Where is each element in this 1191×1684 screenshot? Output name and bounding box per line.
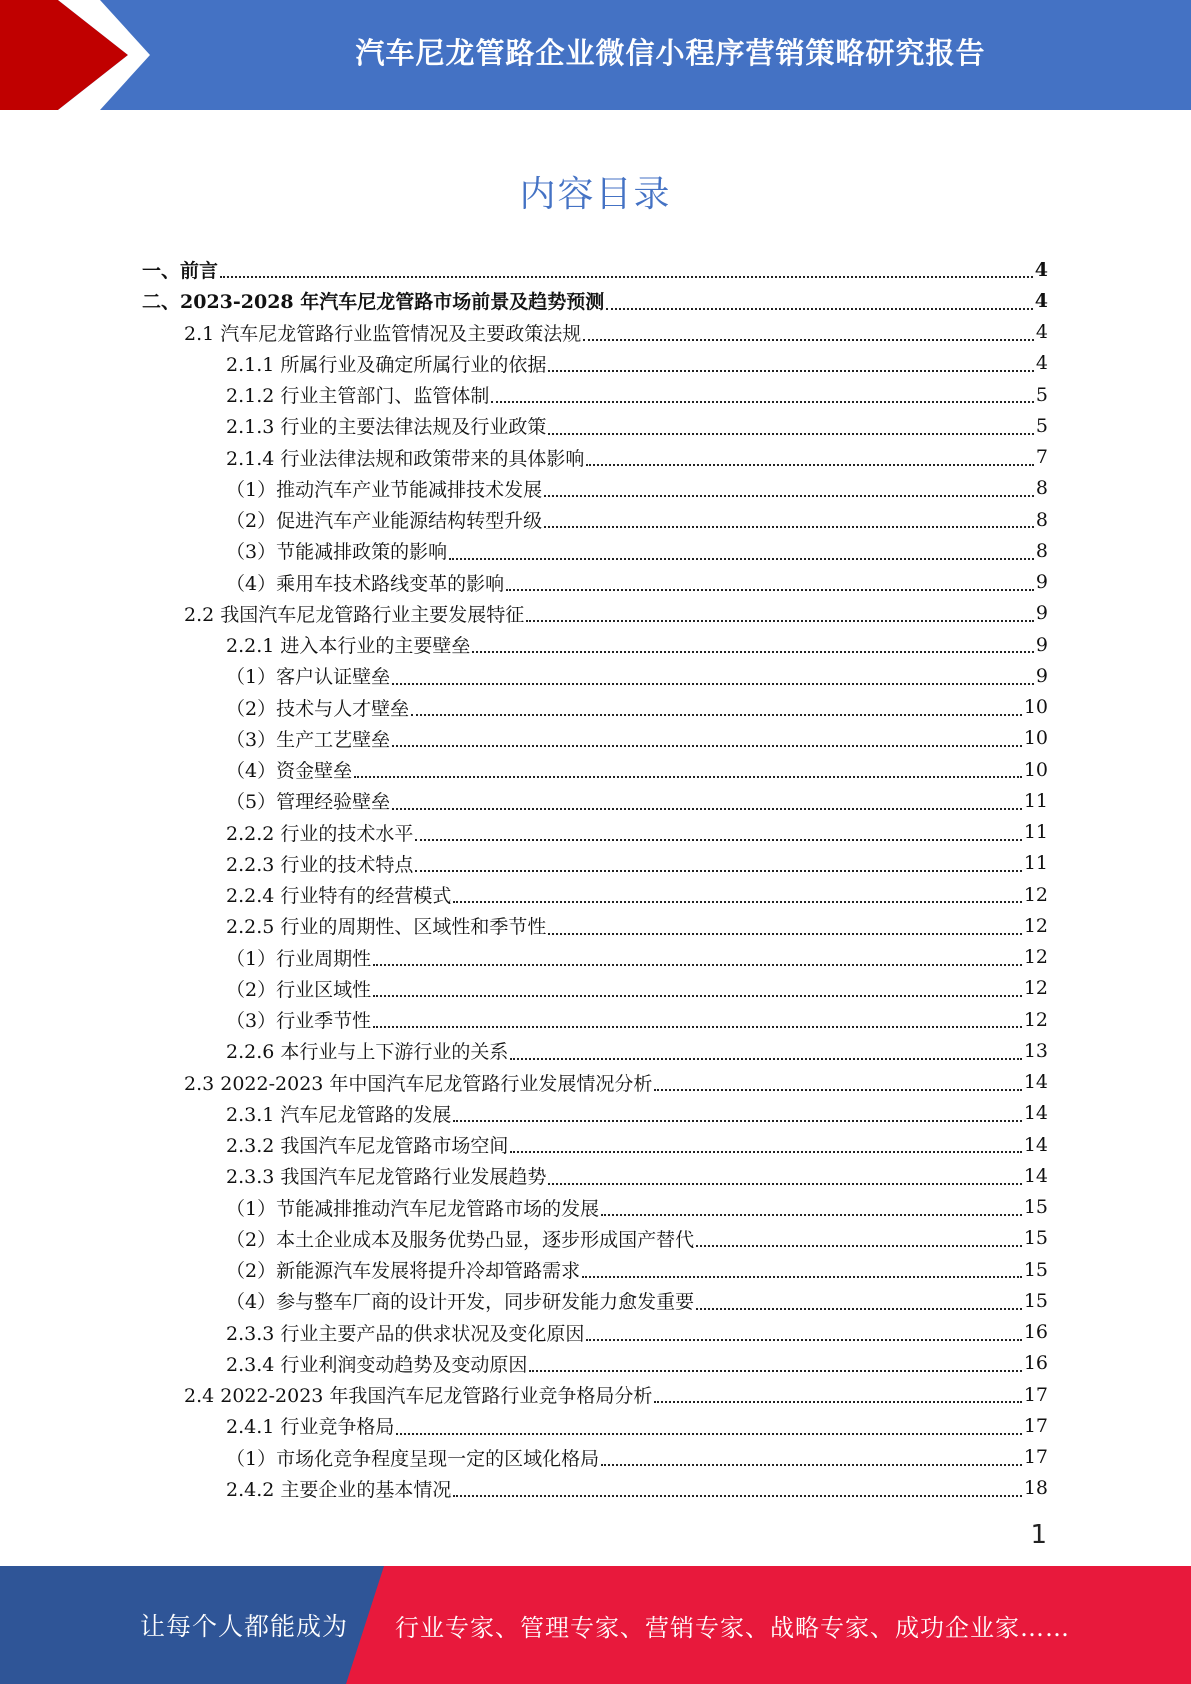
toc-entry[interactable]	[142, 1285, 1048, 1316]
toc-entry[interactable]	[142, 567, 1048, 598]
toc-entry-title: 2.3.3 行业主要产品的供求状况及变化原因	[226, 1322, 585, 1345]
toc-entry[interactable]	[142, 1098, 1048, 1129]
toc-entry-title: （3）生产工艺壁垒	[226, 728, 391, 751]
toc-entry-title: 2.4.2 主要企业的基本情况	[226, 1478, 452, 1501]
toc-dot-leader	[491, 400, 1034, 403]
toc-entry-page: 8	[1035, 508, 1048, 531]
toc-dot-leader	[586, 463, 1034, 466]
toc-entry[interactable]	[142, 1035, 1048, 1066]
footer-slogan-right: 行业专家、管理专家、营销专家、战略专家、成功企业家……	[395, 1613, 1070, 1642]
toc-dot-leader	[601, 1463, 1022, 1466]
toc-dot-leader	[654, 1088, 1021, 1091]
toc-entry[interactable]	[142, 660, 1048, 691]
toc-dot-leader	[373, 963, 1022, 966]
toc-entry-page: 18	[1023, 1477, 1048, 1500]
toc-dot-leader	[411, 713, 1022, 716]
toc-entry-page: 9	[1035, 664, 1048, 687]
toc-entry-title: 2.3.1 汽车尼龙管路的发展	[226, 1103, 452, 1126]
toc-entry-page: 8	[1035, 539, 1048, 562]
toc-entry-title: （5）管理经验壁垒	[226, 791, 391, 814]
toc-entry[interactable]	[142, 692, 1048, 723]
toc-entry-title: 2.2 我国汽车尼龙管路行业主要发展特征	[184, 603, 525, 626]
table-of-contents	[142, 254, 1048, 1504]
toc-entry-page: 17	[1023, 1383, 1048, 1406]
toc-entry-page: 10	[1023, 758, 1048, 781]
toc-entry-title: （2）本土企业成本及服务优势凸显，逐步形成国产替代	[226, 1228, 695, 1251]
toc-entry-title: （1）市场化竞争程度呈现一定的区域化格局	[226, 1447, 600, 1470]
toc-entry-page: 15	[1023, 1258, 1048, 1281]
toc-dot-leader	[415, 869, 1021, 872]
toc-dot-leader	[582, 1275, 1022, 1278]
toc-entry-title: 2.4.1 行业竞争格局	[226, 1416, 395, 1439]
toc-entry-title: 2.3.3 我国汽车尼龙管路行业发展趋势	[226, 1166, 547, 1189]
footer-slogan-left: 让每个人都能成为	[140, 1612, 349, 1641]
toc-entry-title: 2.2.1 进入本行业的主要壁垒	[226, 635, 471, 658]
toc-entry[interactable]	[142, 442, 1048, 473]
toc-dot-leader	[220, 275, 1033, 278]
toc-entry[interactable]	[142, 410, 1048, 441]
toc-entry[interactable]	[142, 629, 1048, 660]
toc-entry-page: 15	[1023, 1196, 1048, 1219]
toc-entry-title: 2.1.4 行业法律法规和政策带来的具体影响	[226, 447, 585, 470]
toc-entry-title: 2.1.2 行业主管部门、监管体制	[226, 385, 490, 408]
toc-dot-leader	[354, 775, 1022, 778]
toc-entry-page: 5	[1035, 414, 1048, 437]
toc-entry[interactable]	[142, 910, 1048, 941]
toc-entry[interactable]	[142, 879, 1048, 910]
toc-dot-leader	[548, 369, 1034, 372]
toc-entry-title: （4）资金壁垒	[226, 760, 353, 783]
toc-dot-leader	[396, 1432, 1021, 1435]
toc-dot-leader	[544, 525, 1034, 528]
toc-entry-page: 11	[1023, 789, 1048, 812]
toc-entry[interactable]	[142, 254, 1048, 285]
toc-entry-title: 二、2023-2028 年汽车尼龙管路市场前景及趋势预测	[142, 291, 605, 314]
toc-entry-title: （2）技术与人才壁垒	[226, 697, 410, 720]
toc-entry-page: 9	[1035, 633, 1048, 656]
toc-entry-title: （3）节能减排政策的影响	[226, 541, 448, 564]
toc-entry[interactable]	[142, 848, 1048, 879]
toc-entry-title: 2.3.4 行业利润变动趋势及变动原因	[226, 1353, 528, 1376]
toc-entry-title: 2.2.3 行业的技术特点	[226, 853, 414, 876]
toc-dot-leader	[373, 1025, 1022, 1028]
toc-entry-title: （2）促进汽车产业能源结构转型升级	[226, 510, 543, 533]
toc-entry-page: 4	[1034, 258, 1048, 281]
toc-dot-leader	[583, 338, 1034, 341]
toc-entry-page: 14	[1023, 1133, 1048, 1156]
toc-entry[interactable]	[142, 1004, 1048, 1035]
toc-dot-leader	[544, 494, 1034, 497]
toc-dot-leader	[696, 1307, 1022, 1310]
toc-dot-leader	[472, 650, 1034, 653]
toc-entry[interactable]	[142, 1067, 1048, 1098]
toc-entry-title: 2.4 2022-2023 年我国汽车尼龙管路行业竞争格局分析	[184, 1385, 653, 1408]
toc-entry-title: 2.1.3 行业的主要法律法规及行业政策	[226, 416, 547, 439]
toc-entry[interactable]	[142, 942, 1048, 973]
toc-dot-leader	[606, 307, 1033, 310]
toc-entry-title: （1）行业周期性	[226, 947, 372, 970]
toc-entry[interactable]	[142, 754, 1048, 785]
toc-dot-leader	[453, 1494, 1021, 1497]
toc-entry-page: 16	[1023, 1321, 1048, 1344]
toc-entry-title: （2）行业区域性	[226, 978, 372, 1001]
toc-entry-title: 2.2.4 行业特有的经营模式	[226, 885, 452, 908]
toc-entry[interactable]	[142, 285, 1048, 316]
toc-entry-page: 16	[1023, 1352, 1048, 1375]
toc-entry-title: 2.3.2 我国汽车尼龙管路市场空间	[226, 1135, 509, 1158]
toc-entry-page: 17	[1023, 1446, 1048, 1469]
toc-entry-page: 10	[1023, 696, 1048, 719]
toc-dot-leader	[510, 1057, 1021, 1060]
toc-entry[interactable]	[142, 1160, 1048, 1191]
toc-dot-leader	[654, 1400, 1021, 1403]
toc-entry[interactable]	[142, 473, 1048, 504]
toc-entry-title: （4）参与整车厂商的设计开发，同步研发能力愈发重要	[226, 1291, 695, 1314]
report-title: 汽车尼龙管路企业微信小程序营销策略研究报告	[355, 35, 986, 70]
toc-entry[interactable]	[142, 1410, 1048, 1441]
toc-entry-page: 14	[1023, 1071, 1048, 1094]
toc-dot-leader	[696, 1244, 1022, 1247]
toc-entry[interactable]	[142, 504, 1048, 535]
toc-entry-title: （1）客户认证壁垒	[226, 666, 391, 689]
toc-entry-title: 2.3 2022-2023 年中国汽车尼龙管路行业发展情况分析	[184, 1072, 653, 1095]
toc-entry[interactable]	[142, 535, 1048, 566]
toc-entry-title: 2.2.6 本行业与上下游行业的关系	[226, 1041, 509, 1064]
toc-dot-leader	[601, 1213, 1022, 1216]
toc-dot-leader	[449, 557, 1034, 560]
toc-entry[interactable]	[142, 1129, 1048, 1160]
toc-entry-page: 17	[1023, 1414, 1048, 1437]
toc-dot-leader	[586, 1338, 1021, 1341]
toc-entry-page: 4	[1035, 352, 1048, 375]
page-footer	[0, 1566, 1191, 1684]
toc-entry[interactable]	[142, 973, 1048, 1004]
toc-dot-leader	[526, 619, 1034, 622]
page-header	[0, 0, 1191, 110]
toc-entry-page: 12	[1023, 914, 1048, 937]
toc-entry-page: 15	[1023, 1227, 1048, 1250]
toc-dot-leader	[529, 1369, 1021, 1372]
toc-entry-title: 2.2.5 行业的周期性、区域性和季节性	[226, 916, 547, 939]
toc-dot-leader	[392, 682, 1034, 685]
toc-entry-page: 11	[1023, 852, 1048, 875]
toc-entry[interactable]	[142, 785, 1048, 816]
toc-entry[interactable]	[142, 1442, 1048, 1473]
toc-entry-page: 9	[1035, 602, 1048, 625]
toc-entry[interactable]	[142, 1223, 1048, 1254]
toc-entry-title: 2.1.1 所属行业及确定所属行业的依据	[226, 353, 547, 376]
toc-entry-page: 7	[1035, 446, 1048, 469]
toc-entry-title: （1）节能减排推动汽车尼龙管路市场的发展	[226, 1197, 600, 1220]
toc-dot-leader	[510, 1150, 1021, 1153]
toc-dot-leader	[506, 588, 1034, 591]
toc-entry-page: 12	[1023, 1008, 1048, 1031]
toc-entry-page: 12	[1023, 977, 1048, 1000]
toc-entry[interactable]	[142, 1254, 1048, 1285]
toc-dot-leader	[392, 807, 1022, 810]
toc-dot-leader	[548, 432, 1034, 435]
toc-dot-leader	[548, 1182, 1021, 1185]
page-number: 1	[1030, 1520, 1047, 1550]
toc-entry-page: 13	[1023, 1039, 1048, 1062]
toc-entry-page: 9	[1035, 571, 1048, 594]
toc-entry[interactable]	[142, 1192, 1048, 1223]
toc-entry-page: 4	[1034, 289, 1048, 312]
toc-entry-page: 10	[1023, 727, 1048, 750]
toc-dot-leader	[548, 932, 1021, 935]
toc-entry-page: 12	[1023, 946, 1048, 969]
toc-entry-title: 一、前言	[142, 260, 219, 283]
toc-entry-title: （4）乘用车技术路线变革的影响	[226, 572, 505, 595]
toc-entry-page: 4	[1035, 321, 1048, 344]
toc-entry[interactable]	[142, 348, 1048, 379]
toc-entry-page: 8	[1035, 477, 1048, 500]
toc-entry[interactable]	[142, 1473, 1048, 1504]
toc-entry-title: （1）推动汽车产业节能减排技术发展	[226, 478, 543, 501]
toc-entry-page: 11	[1023, 821, 1048, 844]
toc-entry-title: 2.2.2 行业的技术水平	[226, 822, 414, 845]
toc-entry-page: 14	[1023, 1102, 1048, 1125]
toc-entry-page: 12	[1023, 883, 1048, 906]
toc-entry-title: （2）新能源汽车发展将提升冷却管路需求	[226, 1260, 581, 1283]
toc-entry[interactable]	[142, 379, 1048, 410]
toc-entry[interactable]	[142, 598, 1048, 629]
toc-entry-page: 5	[1035, 383, 1048, 406]
toc-entry[interactable]	[142, 723, 1048, 754]
toc-entry-title: 2.1 汽车尼龙管路行业监管情况及主要政策法规	[184, 322, 582, 345]
toc-entry-page: 14	[1023, 1164, 1048, 1187]
toc-entry[interactable]	[142, 817, 1048, 848]
toc-entry-page: 15	[1023, 1289, 1048, 1312]
toc-dot-leader	[392, 744, 1022, 747]
toc-entry[interactable]	[142, 1348, 1048, 1379]
toc-entry[interactable]	[142, 1317, 1048, 1348]
toc-dot-leader	[453, 1119, 1021, 1122]
toc-dot-leader	[453, 900, 1021, 903]
toc-dot-leader	[415, 838, 1021, 841]
toc-entry[interactable]	[142, 317, 1048, 348]
toc-dot-leader	[373, 994, 1022, 997]
toc-entry[interactable]	[142, 1379, 1048, 1410]
toc-heading: 内容目录	[519, 174, 672, 215]
toc-entry-title: （3）行业季节性	[226, 1010, 372, 1033]
